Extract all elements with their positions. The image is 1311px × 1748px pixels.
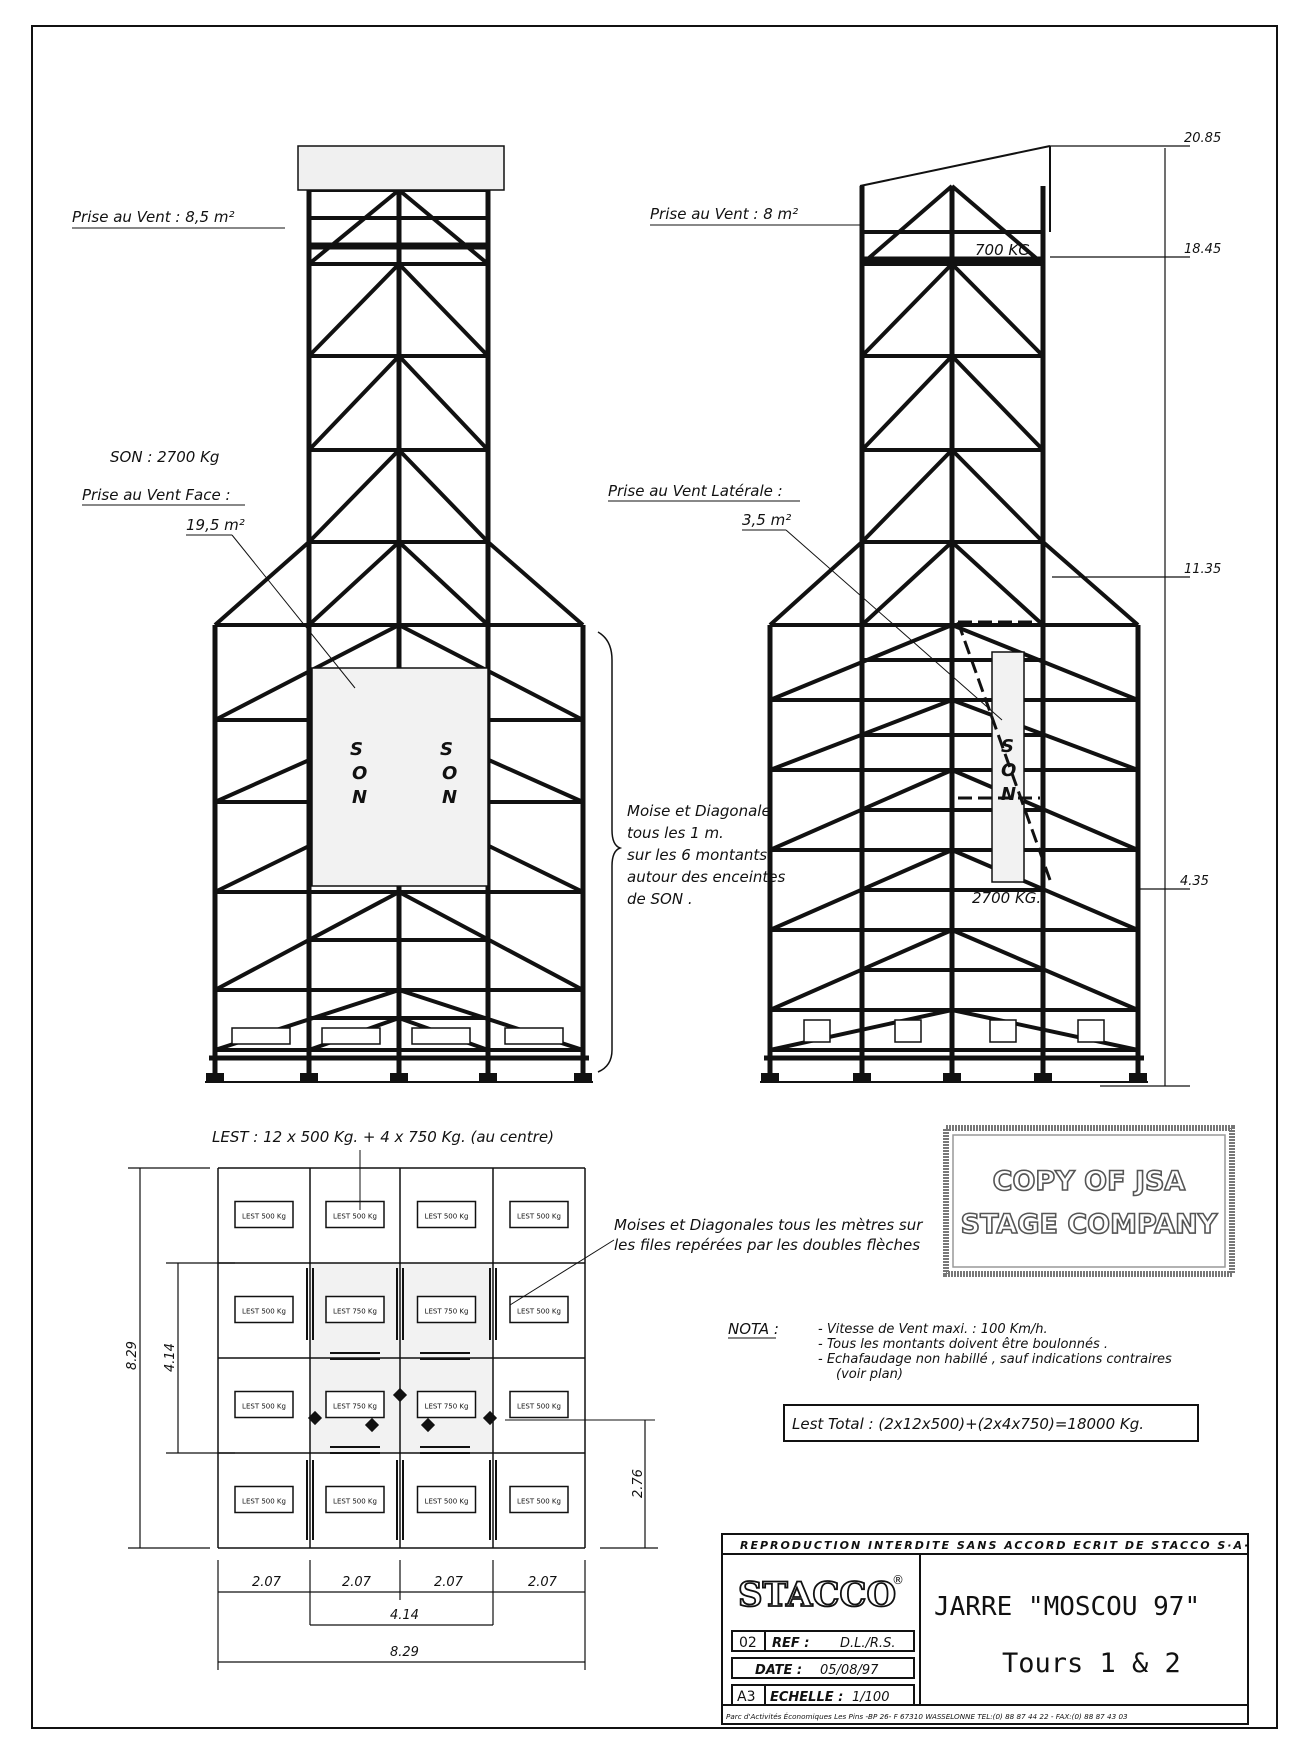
- side-ballast-block: [1078, 1020, 1104, 1042]
- plan-ballast-label: LEST 500 Kg: [517, 1212, 561, 1221]
- title-block-header: REPRODUCTION INTERDITE SANS ACCORD ECRIT DE STACCO S·A·: [740, 1539, 1251, 1552]
- format-label: A3: [737, 1689, 756, 1705]
- front-base-jack: [575, 1074, 591, 1082]
- front-wind-face-title: Prise au Vent Face :: [82, 486, 231, 504]
- side-level-11-35: 11.35: [1184, 562, 1222, 577]
- stacco-logo: STACCO: [738, 1575, 897, 1615]
- plan-dim-inner-v: 4.14: [163, 1343, 178, 1372]
- front-ballast-block: [322, 1028, 380, 1044]
- plan-dim-cell-2: 2.07: [342, 1575, 371, 1590]
- side-load-son-label: 2700 KG.: [972, 889, 1042, 907]
- front-son-o-2: O: [442, 763, 458, 784]
- side-ballast-block: [804, 1020, 830, 1042]
- nota-item-4: (voir plan): [836, 1367, 903, 1382]
- ref-value: D.L./R.S.: [840, 1636, 896, 1651]
- side-base-jack: [762, 1074, 778, 1082]
- stamp-line-2: STAGE COMPANY: [960, 1209, 1218, 1240]
- plan-ballast-label: LEST 750 Kg: [424, 1307, 469, 1316]
- plan-dim-cell-3: 2.07: [434, 1575, 463, 1590]
- front-top-deck: [298, 146, 504, 190]
- plan-moises-note-2: les files repérées par les doubles flèches: [614, 1236, 921, 1254]
- front-son-o-1: O: [352, 763, 368, 784]
- plan-ballast-label: LEST 500 Kg: [517, 1307, 561, 1316]
- side-ballast-block: [895, 1020, 921, 1042]
- plan-moises-note-1: Moises et Diagonales tous les mètres sur: [614, 1216, 923, 1234]
- scale-value: 1/100: [852, 1690, 890, 1705]
- plan-ballast-label: LEST 750 Kg: [333, 1307, 377, 1316]
- lest-total-text: Lest Total : (2x12x500)+(2x4x750)=18000 Kg.: [792, 1415, 1145, 1433]
- side-base-jack: [1130, 1074, 1146, 1082]
- stamp-line-1: COPY OF JSA: [992, 1166, 1186, 1197]
- bracing-note-line-2: tous les 1 m.: [627, 824, 724, 842]
- project-subtitle: Tours 1 & 2: [1002, 1648, 1181, 1679]
- plan-dim-mid: 4.14: [390, 1608, 419, 1623]
- plan-dim-total-h: 8.29: [390, 1645, 419, 1660]
- front-wind-top-label: Prise au Vent : 8,5 m²: [72, 208, 235, 226]
- front-son-n-2: N: [442, 787, 458, 808]
- title-block-footer: Parc d'Activités Économiques Les Pins -BP 26- F 67310 WASSELONNE TEL:(0) 88 87 44 22 - FAX:(0) 88 87 43 03: [726, 1712, 1128, 1721]
- front-wind-face-value: 19,5 m²: [186, 516, 245, 534]
- front-son-weight-label: SON : 2700 Kg: [110, 448, 220, 466]
- date-label: DATE :: [755, 1663, 803, 1678]
- scale-label: ECHELLE :: [770, 1690, 844, 1705]
- front-base-jack: [391, 1074, 407, 1082]
- plan-ballast-label: LEST 500 Kg: [424, 1497, 469, 1506]
- project-title: JARRE "MOSCOU 97": [934, 1592, 1201, 1622]
- plan-ballast-label: LEST 500 Kg: [242, 1497, 286, 1506]
- side-level-18-45: 18.45: [1184, 242, 1222, 257]
- side-ballast-block: [990, 1020, 1016, 1042]
- nota-item-2: - Tous les montants doivent être boulonnés .: [818, 1337, 1109, 1352]
- side-level-4-35: 4.35: [1180, 874, 1209, 889]
- side-son-s: S: [1001, 736, 1014, 757]
- front-ballast-block: [412, 1028, 470, 1044]
- bracing-note-line-4: autour des enceintes: [627, 868, 786, 886]
- plan-ballast-label: LEST 750 Kg: [333, 1402, 377, 1411]
- plan-ballast-label: LEST 500 Kg: [333, 1212, 377, 1221]
- side-base-jack: [854, 1074, 870, 1082]
- plan-dim-cell-1: 2.07: [252, 1575, 281, 1590]
- side-wind-side-value: 3,5 m²: [742, 511, 792, 529]
- side-load-top-label: 700 KG.: [975, 241, 1035, 259]
- date-value: 05/08/97: [820, 1663, 879, 1678]
- plan-ballast-label: LEST 500 Kg: [424, 1212, 469, 1221]
- side-wind-side-title: Prise au Vent Latérale :: [608, 482, 783, 500]
- plan-ballast-label: LEST 500 Kg: [242, 1402, 286, 1411]
- front-base-jack: [207, 1074, 223, 1082]
- plan-ballast-label: LEST 500 Kg: [517, 1402, 561, 1411]
- side-wind-top-label: Prise au Vent : 8 m²: [650, 205, 799, 223]
- plan-ballast-label: LEST 750 Kg: [424, 1402, 469, 1411]
- side-son-n: N: [1001, 784, 1017, 805]
- plan-ballast-label: LEST 500 Kg: [242, 1212, 286, 1221]
- side-son-o: O: [1001, 760, 1017, 781]
- front-son-s-1: S: [350, 739, 363, 760]
- front-base-jack: [480, 1074, 496, 1082]
- front-son-s-2: S: [440, 739, 453, 760]
- copy-stamp: [946, 1128, 1232, 1274]
- plan-ballast-label: LEST 500 Kg: [333, 1497, 377, 1506]
- nota-item-1: - Vitesse de Vent maxi. : 100 Km/h.: [818, 1322, 1048, 1337]
- plan-lest-title: LEST : 12 x 500 Kg. + 4 x 750 Kg. (au centre): [212, 1128, 554, 1146]
- side-base-jack: [944, 1074, 960, 1082]
- side-base-jack: [1035, 1074, 1051, 1082]
- front-son-n-1: N: [352, 787, 368, 808]
- plan-ballast-label: LEST 500 Kg: [242, 1307, 286, 1316]
- front-ballast-block: [232, 1028, 290, 1044]
- plan-dim-total-v: 8.29: [125, 1341, 140, 1370]
- stacco-logo-mark: ®: [892, 1573, 904, 1587]
- bracing-note-line-5: de SON .: [627, 890, 693, 908]
- sheet-number: 02: [739, 1635, 757, 1651]
- side-level-20-85: 20.85: [1184, 131, 1222, 146]
- bracing-note-line-3: sur les 6 montants: [627, 846, 768, 864]
- plan-dim-right-v: 2.76: [631, 1469, 646, 1498]
- nota-title: NOTA :: [728, 1320, 779, 1338]
- front-ballast-block: [505, 1028, 563, 1044]
- bracing-note-line-1: Moise et Diagonale: [627, 802, 771, 820]
- plan-ballast-label: LEST 500 Kg: [517, 1497, 561, 1506]
- nota-item-3: - Echafaudage non habillé , sauf indications contraires: [818, 1352, 1172, 1367]
- ref-label: REF :: [772, 1636, 810, 1651]
- plan-dim-cell-4: 2.07: [528, 1575, 557, 1590]
- front-son-speaker: [312, 668, 488, 886]
- front-base-jack: [301, 1074, 317, 1082]
